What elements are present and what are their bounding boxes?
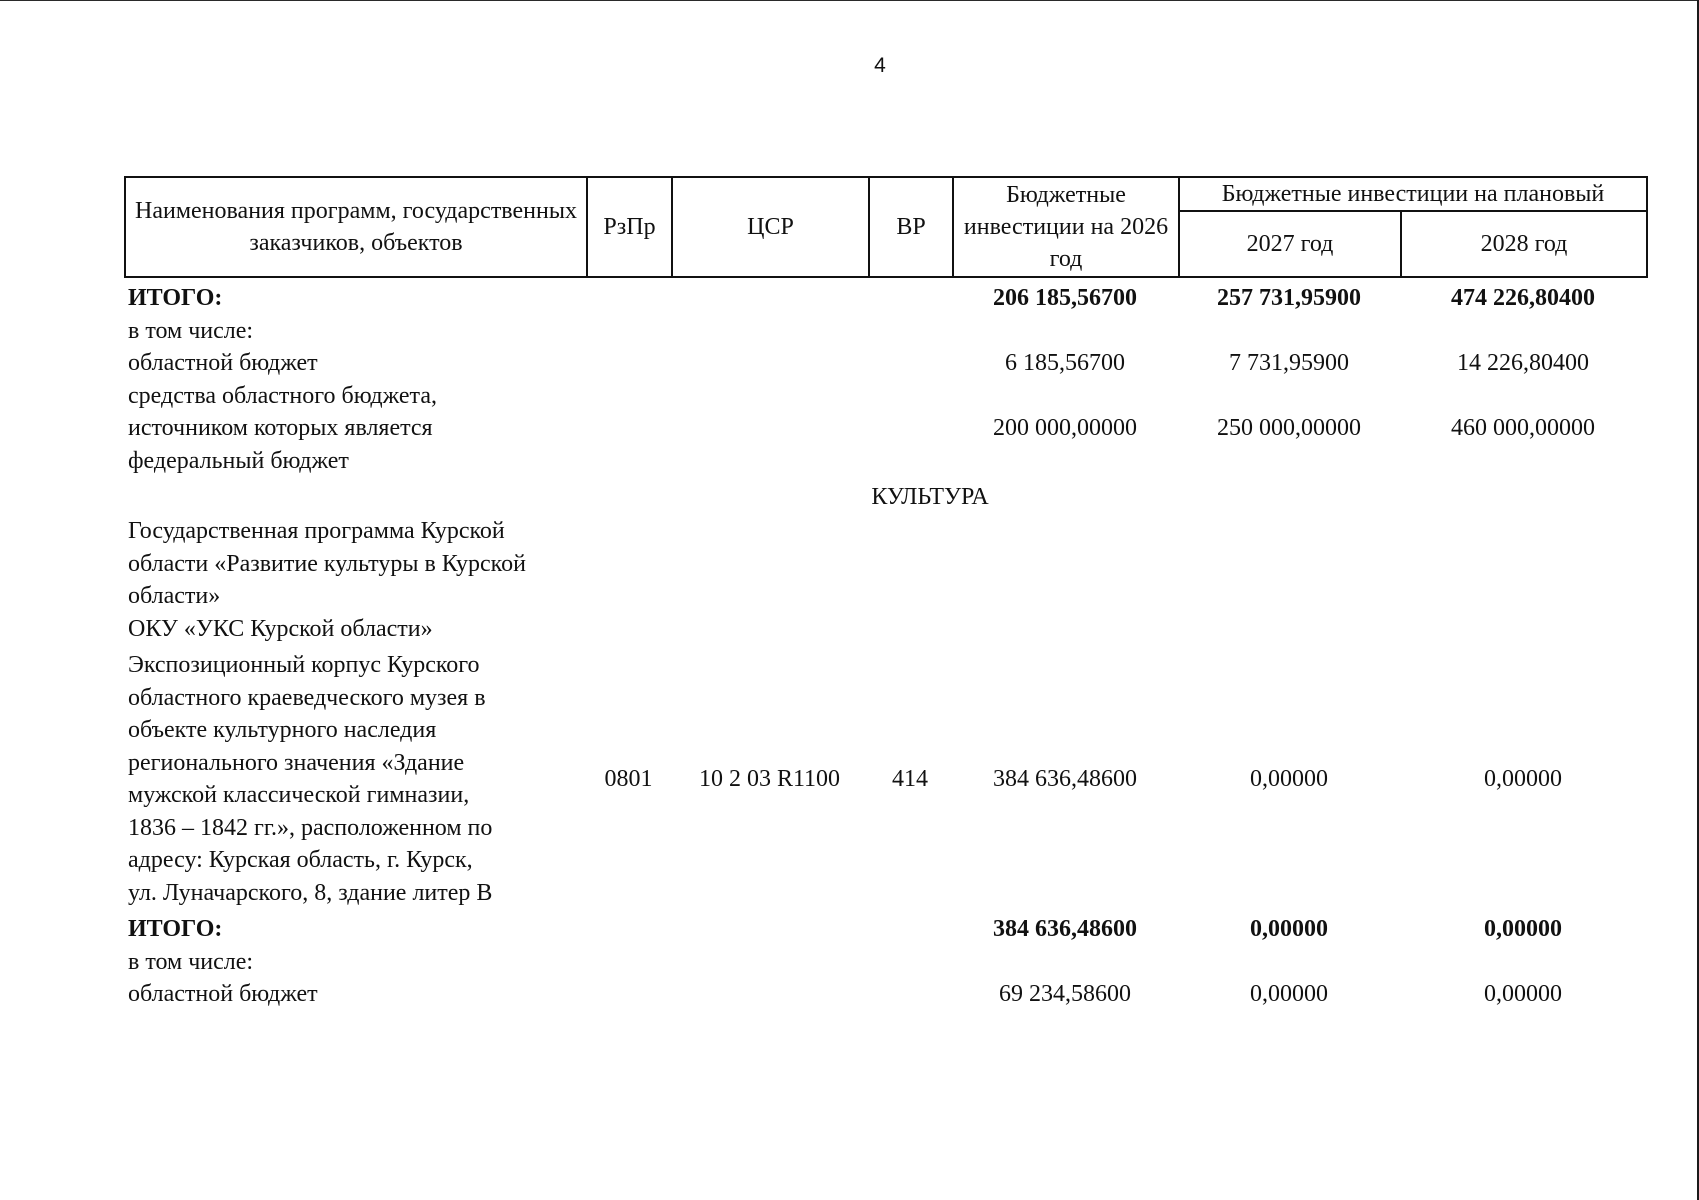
header-2027: 2027 год (1179, 211, 1401, 277)
regional-budget-2027: 7 731,95900 (1229, 350, 1349, 376)
header-planned-period: Бюджетные инвестиции на плановый (1179, 177, 1647, 211)
investment-table (124, 176, 1646, 1011)
regional-budget-row-culture (124, 978, 1646, 1011)
object-csr: 10 2 03 R1100 (698, 765, 841, 792)
total-culture-2028: 0,00000 (1484, 916, 1562, 942)
regional-budget-row (124, 347, 1646, 380)
total-culture-2026: 384 636,48600 (993, 916, 1137, 942)
regional-budget-2028: 14 226,80400 (1457, 350, 1589, 376)
header-2026: Бюджетные инвестиции на 2026 год (953, 177, 1179, 277)
section-heading: КУЛЬТУРА (871, 484, 989, 510)
total-2026: 206 185,56700 (993, 285, 1137, 311)
page-number: 4 (874, 54, 886, 77)
federal-funds-label: средства областного бюджета, источником которых является федеральный бюджет (128, 382, 437, 474)
object-name: Экспозиционный корпус Курского областного краеведческого музея в объекте культурного наследия регионального значения «Здание мужской классической гимназии, 1836 – 1842 гг.», расположенном по адресу: Курская область, г. Курск, ул. Луначарского, 8, здание литер В (128, 652, 493, 906)
federal-funds-row (124, 380, 1646, 478)
including-row-culture (124, 946, 1646, 979)
total-label: ИТОГО: (128, 285, 223, 311)
total-2028: 474 226,80400 (1451, 285, 1595, 311)
regional-budget-2026: 6 185,56700 (1005, 350, 1125, 376)
total-culture-2027: 0,00000 (1250, 916, 1328, 942)
object-2026: 384 636,48600 (993, 765, 1137, 792)
header-name: Наименования программ, государственных заказчиков, объектов (125, 177, 587, 277)
including-label: в том числе: (128, 317, 254, 344)
header-rzpr: РзПр (587, 177, 672, 277)
total-row-culture (124, 913, 1646, 946)
table-body (124, 282, 1646, 1011)
regional-budget-culture-2027: 0,00000 (1250, 981, 1328, 1007)
program-name: Государственная программа Курской области «Развитие культуры в Курской области» (128, 518, 526, 609)
object-vr: 414 (892, 765, 928, 792)
header-csr: ЦСР (672, 177, 869, 277)
regional-budget-label: областной бюджет (128, 350, 318, 376)
object-rzpr: 0801 (604, 765, 653, 792)
federal-funds-2027: 250 000,00000 (1217, 415, 1361, 441)
regional-budget-culture-2026: 69 234,58600 (999, 981, 1131, 1007)
total-row (124, 282, 1646, 315)
object-2028: 0,00000 (1484, 765, 1562, 792)
object-row (124, 649, 1646, 909)
table-header (124, 176, 1648, 278)
total-2027: 257 731,95900 (1217, 285, 1361, 311)
object-2027: 0,00000 (1250, 765, 1328, 792)
header-2028: 2028 год (1401, 211, 1647, 277)
customer-name: ОКУ «УКС Курской области» (128, 615, 433, 642)
federal-funds-2028: 460 000,00000 (1451, 415, 1595, 441)
total-label-culture: ИТОГО: (128, 916, 223, 942)
regional-budget-culture-2028: 0,00000 (1484, 981, 1562, 1007)
scan-top-border (0, 0, 1699, 1)
including-label-culture: в том числе: (128, 948, 254, 975)
customer-row (124, 613, 1646, 646)
header-vr: ВР (869, 177, 953, 277)
regional-budget-label-culture: областной бюджет (128, 981, 318, 1007)
program-row (124, 515, 1646, 613)
federal-funds-2026: 200 000,00000 (993, 415, 1137, 441)
including-row (124, 315, 1646, 348)
